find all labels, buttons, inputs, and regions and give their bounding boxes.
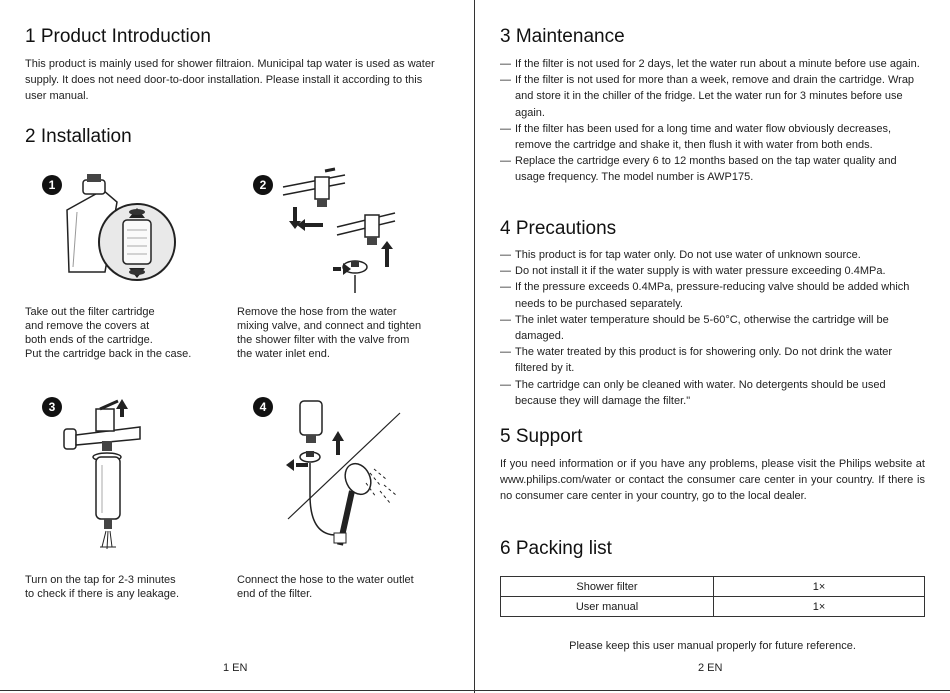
table-row [501, 577, 925, 597]
intro-heading: 1 Product Introduction [25, 26, 211, 47]
precaution-item: — The cartridge can only be cleaned with water. No detergents should be used because they will damage the filter." [500, 378, 886, 407]
packing-item-cell: Shower filter [501, 577, 714, 597]
precaution-item: — The inlet water temperature should be 5-60°C, otherwise the cartridge will be damaged. [500, 313, 889, 343]
maintenance-item: — If the filter has been used for a long time and water flow obviously decreases, remove the cartridge and shake it, then flush it with water from both ends. [500, 122, 892, 152]
support-heading: 5 Support [500, 426, 583, 447]
step-3-caption: Turn on the tap for 2-3 minutes to check if there is any leakage. [25, 574, 180, 600]
precaution-item: — Do not install it if the water supply is with water pressure exceeding 0.4MPa. [500, 265, 886, 278]
packing-qty-cell: 1× [714, 577, 925, 597]
packing-heading: 6 Packing list [500, 538, 612, 559]
step-4-hose-illustration [280, 395, 430, 555]
support-text: If you need information or if you have any problems, please visit the Philips website at www.philips.com/water or contact the consumer care center in your country. If there is no consumer care center in your country, go to the local dealer. [500, 458, 925, 502]
precaution-item: — This product is for tap water only. Do not use water of unknown source. [500, 249, 861, 261]
precaution-item: — If the pressure exceeds 0.4MPa, pressure-reducing valve should be added which needs to be purchased separately. [500, 281, 910, 310]
intro-text: This product is mainly used for shower filtraion. Municipal tap water is used as water supply. It does not need door-to-door installation. Please install it according to this user manual. [25, 58, 435, 102]
packing-item-cell: User manual [501, 597, 714, 617]
precautions-heading: 4 Precautions [500, 218, 617, 239]
step-1-caption: Take out the filter cartridge and remove the covers at both ends of the cartridge. Put the cartridge back in the case. [25, 306, 192, 360]
step-2-badge: 2 [253, 175, 273, 195]
footnote: Please keep this user manual properly for future reference. [569, 640, 856, 652]
right-page [475, 0, 950, 693]
left-page-number: 1 EN [223, 662, 248, 674]
left-page [0, 0, 474, 693]
maintenance-item: — If the filter is not used for more than a week, remove and drain the cartridge. Wrap and store it in the chiller of the fridge. Let the water run for 3 minutes before use again. [500, 74, 915, 119]
maintenance-item: — If the filter is not used for 2 days, let the water run about a minute before use again. [500, 58, 920, 70]
maintenance-item: — Replace the cartridge every 6 to 12 months based on the tap water quality and usage frequency. The model number is AWP175. [500, 155, 897, 184]
packing-table [500, 576, 925, 617]
right-page-number: 2 EN [698, 662, 723, 674]
table-row [501, 597, 925, 617]
step-3-badge: 3 [42, 397, 62, 417]
step-4-caption: Connect the hose to the water outlet end of the filter. [237, 574, 414, 600]
step-1-cartridge-illustration [55, 172, 185, 292]
step-2-valve-illustration [275, 165, 415, 300]
maintenance-heading: 3 Maintenance [500, 26, 625, 47]
maintenance-list [500, 56, 925, 186]
step-1-badge: 1 [42, 175, 62, 195]
precaution-item: — The water treated by this product is for showering only. Do not drink the water filtered by it. [500, 346, 893, 375]
step-4-badge: 4 [253, 397, 273, 417]
step-3-tap-illustration [60, 395, 170, 555]
packing-qty-cell: 1× [714, 597, 925, 617]
precautions-list [500, 247, 925, 409]
installation-heading: 2 Installation [25, 126, 132, 147]
step-2-caption: Remove the hose from the water mixing valve, and connect and tighten the shower filter with the valve from the water inlet end. [237, 306, 422, 360]
